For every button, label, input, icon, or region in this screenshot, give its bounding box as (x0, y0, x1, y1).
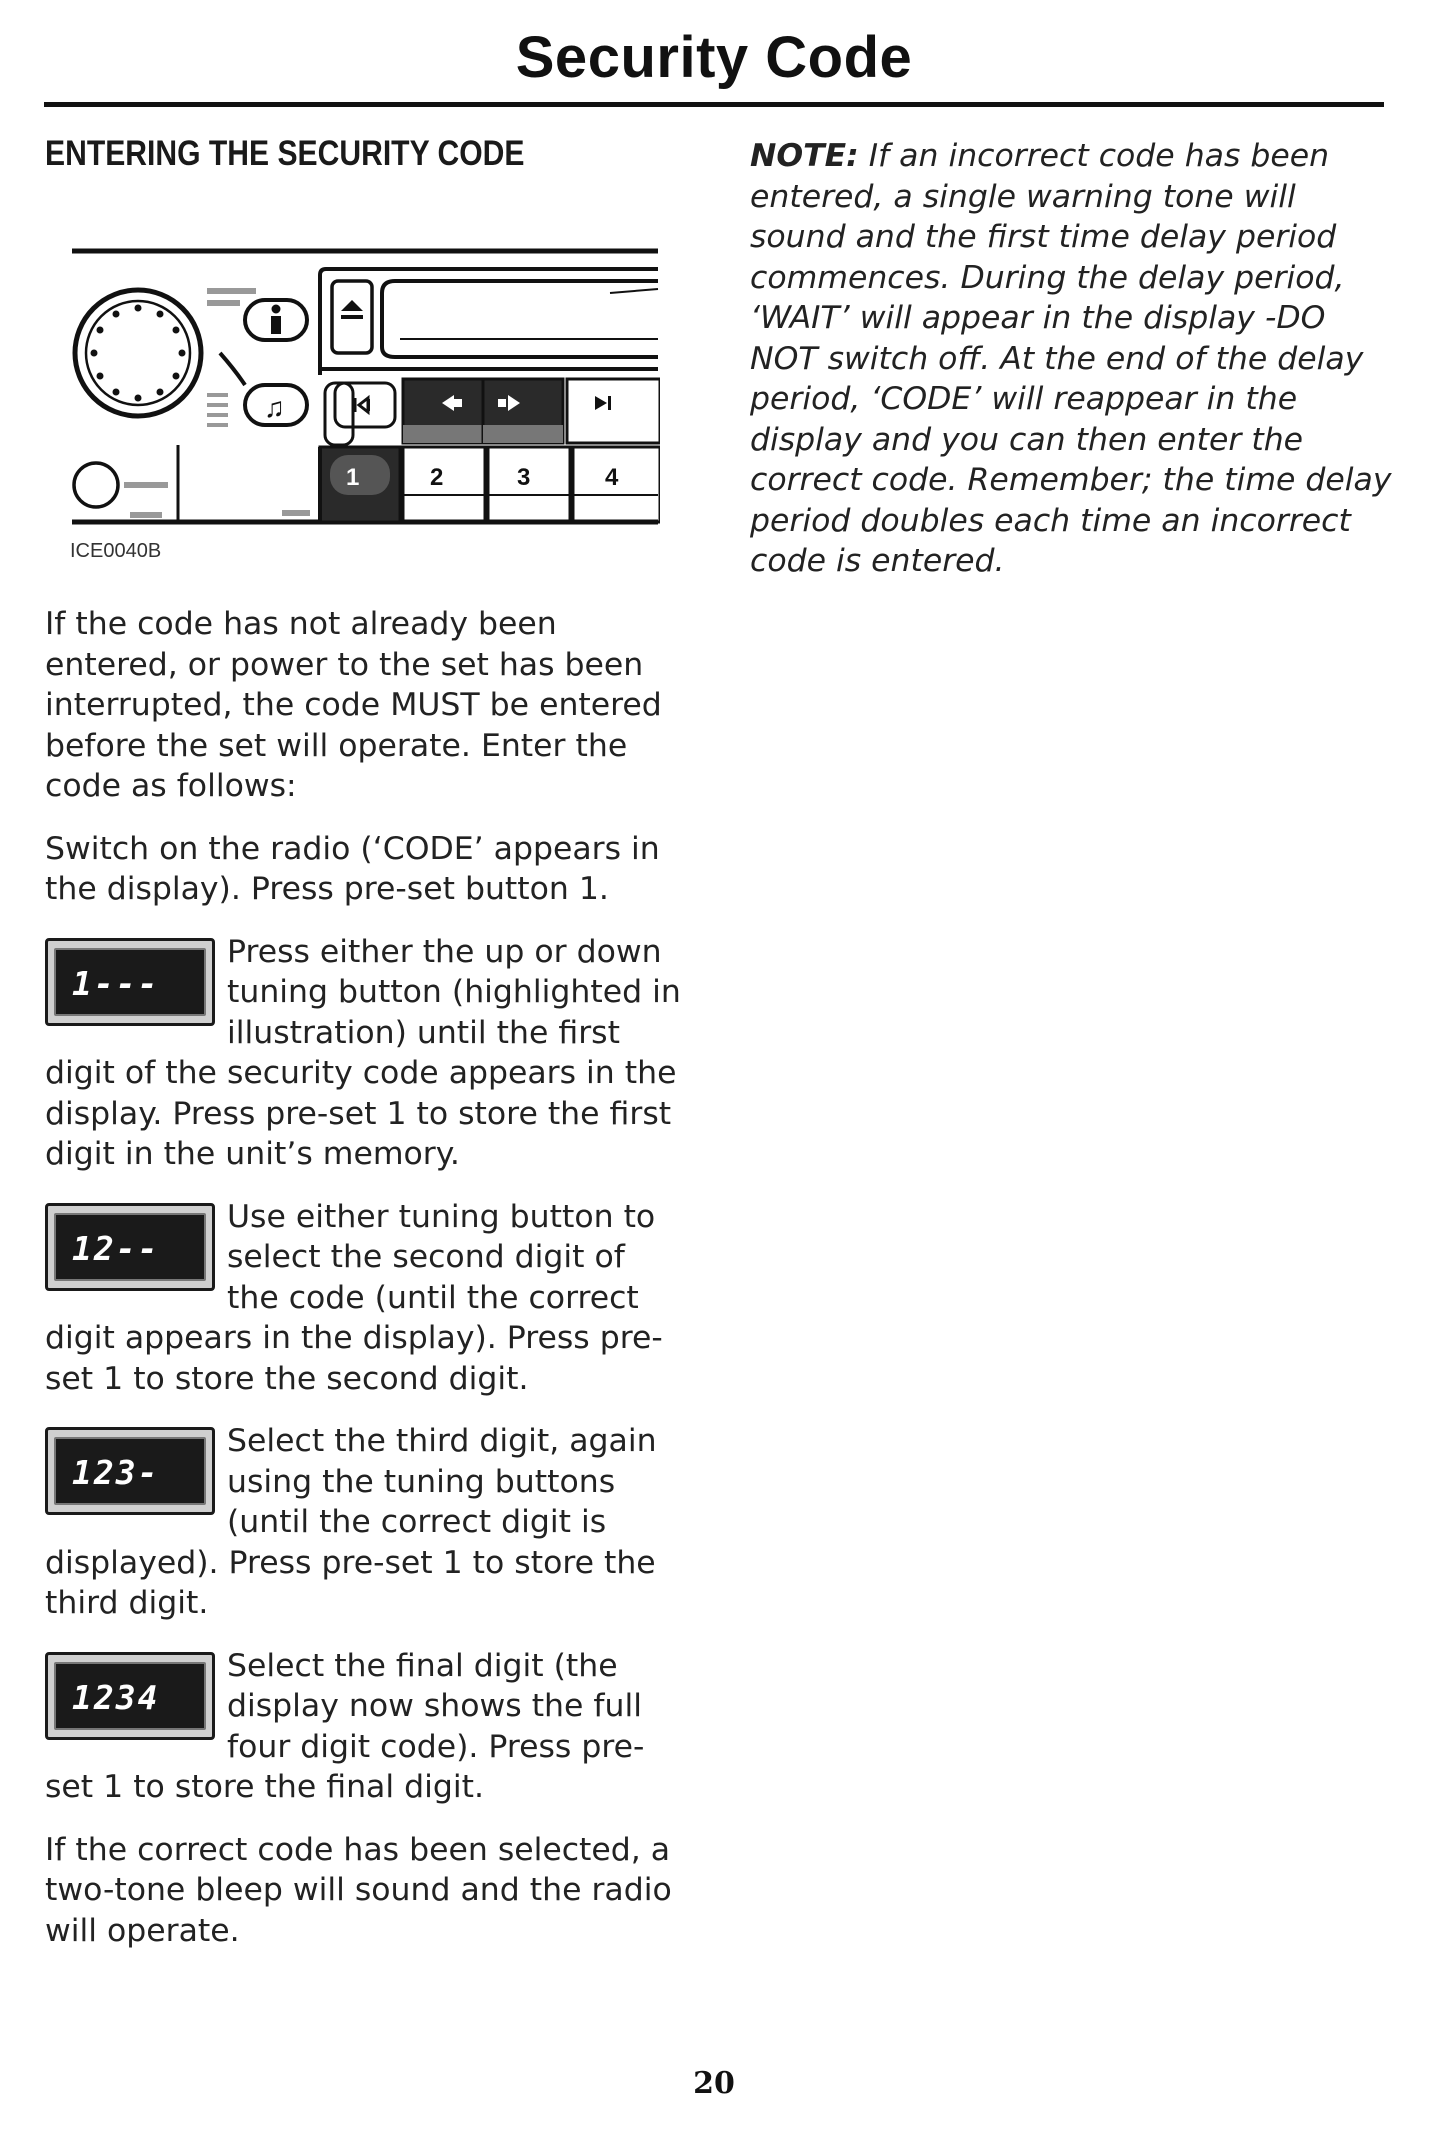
step-final-digit (45, 1646, 685, 1808)
step-second-digit (45, 1197, 685, 1400)
step-text: Select the final digit (the display now shows the full four digit code). Press pre-set 1 to store the final digit. (45, 1647, 645, 1805)
svg-text:♫: ♫ (264, 392, 285, 423)
display-readout: 1234 (72, 1677, 160, 1717)
page-title: Security Code (515, 25, 913, 90)
section-heading: ENTERING THE SECURITY CODE (45, 134, 525, 173)
note-column (750, 136, 1395, 582)
preset-4-label: 4 (605, 464, 619, 491)
seek-back-button-icon (335, 383, 395, 427)
display-icon (45, 938, 215, 1026)
step-third-digit (45, 1421, 685, 1624)
preset-2-label: 2 (430, 464, 444, 491)
step-text: Use either tuning button to select the second digit of the code (until the correct digit appears in the display). Press pre-set 1 to store the second digit. (45, 1198, 663, 1397)
preset-2-button (403, 447, 485, 522)
instructions-column (45, 604, 685, 1973)
display-icon (45, 1427, 215, 1515)
seek-forward-button-icon (567, 379, 660, 443)
intro-paragraph: If the code has not already been entered, or power to the set has been interrupted, the code MUST be entered before the set will operate. Enter the code as follows: (45, 606, 662, 804)
title-divider (44, 102, 1384, 107)
step-text: Press either the up or down tuning button (highlighted in illustration) until the first digit of the security code appears in the display. Press pre-set 1 to store the first digit in the unit’s memory. (45, 933, 681, 1172)
radio-illustration (70, 245, 660, 530)
figure-caption: ICE0040B (70, 540, 162, 562)
page-number: 20 (693, 2066, 735, 2101)
preset-3-label: 3 (517, 464, 531, 491)
display-readout: 123- (72, 1453, 160, 1492)
preset-1-label: 1 (346, 464, 360, 491)
power-button-icon (74, 463, 118, 507)
display-readout: 1--- (72, 963, 160, 1003)
display-readout: 12-- (72, 1228, 160, 1268)
radio-faceplate (72, 251, 660, 522)
note-body: If an incorrect code has been entered, a single warning tone will sound and the first time delay period commences. During the delay period, ‘WAIT’ will appear in the display -DO NOT switch off. At the end of the delay period, ‘CODE’ will reappear in the display and you can then enter the correct code. Remember; the time delay period doubles each time an incorrect code is entered. (750, 138, 1392, 579)
note-paragraph (750, 136, 1395, 582)
note-label: NOTE: (750, 138, 859, 174)
switch-on-paragraph: Switch on the radio (‘CODE’ appears in the display). Press pre-set button 1. (45, 830, 660, 907)
closing-paragraph: If the correct code has been selected, a two-tone bleep will sound and the radio will operate. (45, 1831, 672, 1949)
display-icon (45, 1203, 215, 1291)
step-first-digit (45, 932, 685, 1175)
display-icon (45, 1652, 215, 1740)
step-text: Select the third digit, again using the tuning buttons (until the correct digit is displayed). Press pre-set 1 to store the third digit. (45, 1423, 657, 1621)
